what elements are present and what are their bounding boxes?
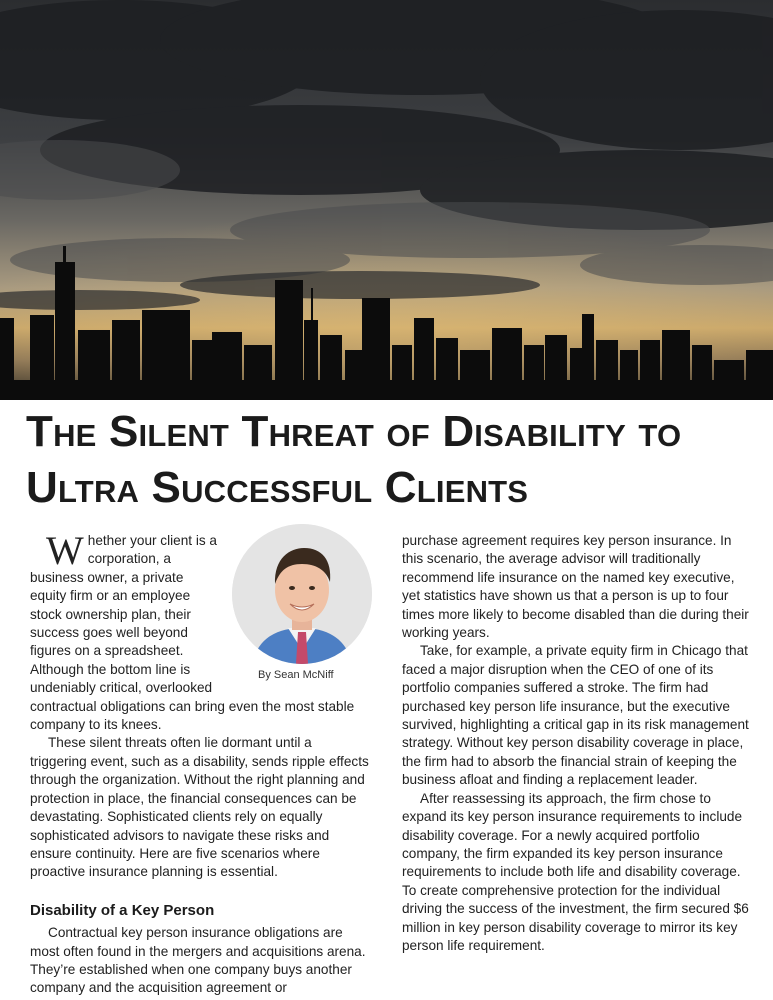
paragraph-2: These silent threats often lie dormant until a triggering event, such as a disability, sends ripple effects through the organization. Without the right planning and protection in place, the financial consequences can be devastating. Sophisticated clients rely on equally sophisticated advisors to navigate these risks and ensure continuity. Here are five scenarios where proactive insurance planning is essential. <box>30 735 369 880</box>
paragraph-3: Contractual key person insurance obligations are most often found in the mergers and acquisitions arena. They’re established when one company buys another company and the acquisition agreement or <box>30 925 366 996</box>
article-title-line-2: Ultra Successful Clients <box>26 463 529 512</box>
paragraph-1-text: hether your client is a corporation, a business owner, a private equity firm or an employee stock ownership plan, their success goes well beyond figures on a spreadsheet. Although the bottom line is undeniably critical, overlooked contractual obligations can bring even the most stable company to its knees. <box>30 533 355 733</box>
hero-image <box>0 0 773 400</box>
paragraph-5: Take, for example, a private equity firm in Chicago that faced a major disruption when the CEO of one of its portfolio companies suffered a stroke. The firm had purchased key person life insurance, but the executive survived, highlighting a critical gap in its risk management strategy. Without key person disability coverage in place, the firm had to absorb the financial strain of keeping the business afloat and finding a replacement leader. <box>402 643 749 788</box>
paragraph-4: purchase agreement requires key person insurance. In this scenario, the average advisor will traditionally recommend life insurance on the named key executive, yet statistics have shown us that a person is up to four times more likely to become disabled than die during their working years. <box>402 533 749 641</box>
author-block <box>232 524 374 694</box>
article-column-left <box>30 528 372 998</box>
author-portrait-illustration <box>232 524 372 664</box>
drop-cap: W <box>46 528 84 573</box>
author-byline: By Sean McNiff <box>258 669 334 681</box>
article-column-right <box>402 532 752 955</box>
paragraph-6: After reassessing its approach, the firm chose to expand its key person insurance requirements to include disability coverage. For a newly acquired portfolio company, the firm expanded its key person insurance requirements to include both life and disability coverage. To create comprehensive protection for the individual driving the success of the investment, the firm secured $6 million in key person disability coverage to mirror its key person life requirement. <box>402 790 749 953</box>
article-title <box>26 404 756 516</box>
skyline-illustration <box>0 0 773 400</box>
section-heading-key-person: Disability of a Key Person <box>30 901 215 919</box>
article-title-line-1: The Silent Threat of Disability to <box>26 407 682 456</box>
author-photo <box>232 524 372 664</box>
